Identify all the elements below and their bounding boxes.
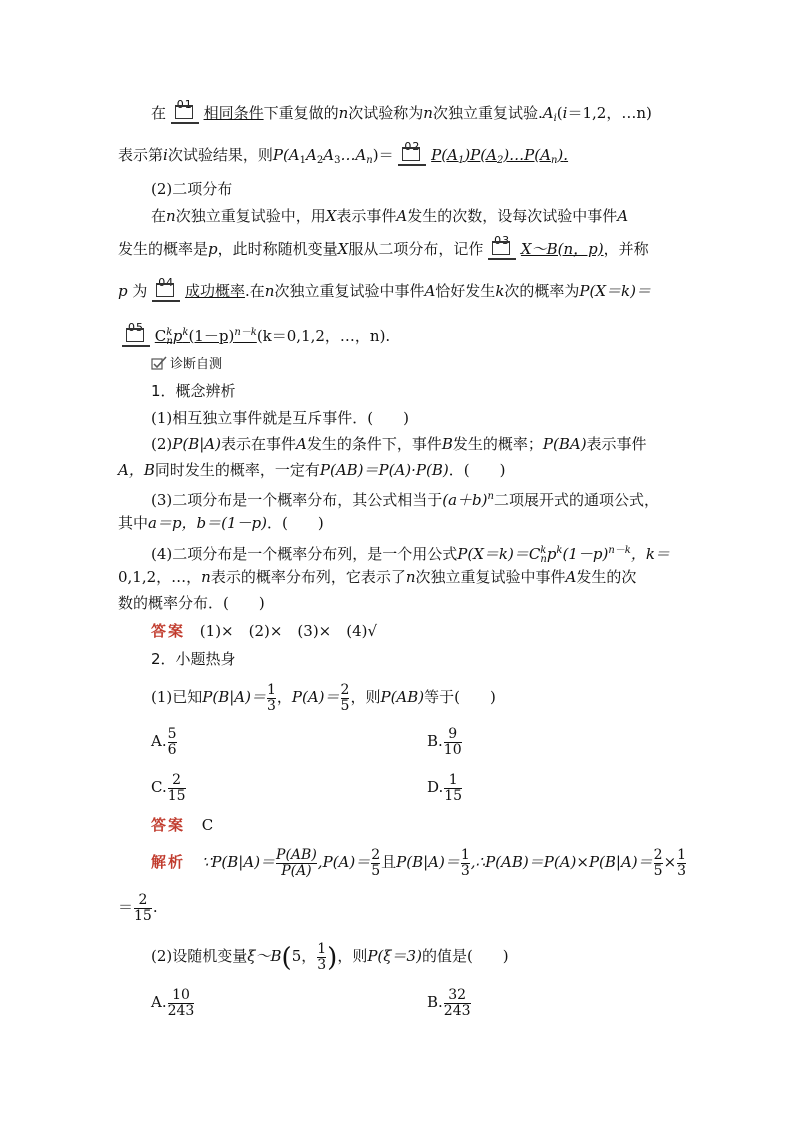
option-fraction	[444, 727, 462, 758]
option2-b[interactable]	[427, 985, 472, 1019]
answer-badge-05	[124, 321, 148, 344]
fraction-1-3	[461, 848, 470, 879]
badge-box-icon	[156, 283, 174, 297]
text: (2)设随机变量	[151, 947, 248, 965]
math: P(ξ＝3)	[367, 947, 422, 965]
text: ，此时称随机变量	[217, 240, 338, 258]
answer-text: (1)× (2)× (3)× (4)√	[199, 622, 378, 640]
text: 表示事件	[336, 207, 397, 225]
math: P(AB)＝P(A)·P(B)	[319, 461, 449, 479]
blank-answer-03: X～B(n，p)	[520, 240, 604, 258]
math-sup: k	[182, 327, 189, 338]
option-fraction	[444, 988, 471, 1019]
option-c[interactable]	[151, 770, 187, 804]
text: 次独立重复试验中事件	[415, 568, 566, 586]
text: 服从二项分布，记作	[348, 240, 484, 258]
numerator: 1	[460, 846, 470, 863]
text: (	[556, 104, 563, 122]
math-sub: n	[540, 554, 547, 565]
text: ．( )	[267, 514, 324, 532]
text: 恰好发生	[435, 282, 496, 300]
analysis-line2	[118, 890, 158, 924]
math: a＝p，b＝(1－p)	[148, 514, 268, 532]
math-var: p	[208, 240, 218, 258]
badge-box-icon	[492, 241, 510, 255]
denominator: 15	[167, 787, 186, 804]
option-b[interactable]	[427, 724, 463, 758]
badge-box-icon	[126, 328, 144, 342]
denominator: 3	[266, 697, 276, 714]
denominator: 3	[317, 956, 327, 973]
denominator: 15	[134, 907, 152, 924]
math: ，k＝	[630, 545, 670, 563]
math-sub: 3	[334, 155, 341, 166]
text: .	[152, 898, 158, 916]
text: 的值是( )	[421, 947, 509, 965]
right-paren-icon: )	[327, 943, 338, 973]
math-var: A	[424, 282, 436, 300]
badge-box-icon	[175, 105, 193, 119]
text: 下重复做的	[263, 104, 339, 122]
math: )＝	[372, 146, 394, 164]
fraction-2-15	[134, 893, 152, 924]
math: A	[323, 146, 335, 164]
numerator: 32	[448, 986, 467, 1003]
text: ，	[276, 688, 292, 706]
fraction-1-3	[677, 848, 686, 879]
blank-answer-01: 相同条件	[203, 104, 264, 122]
blank-answer-05	[155, 327, 257, 345]
text: .在	[244, 282, 265, 300]
answer-line-2	[151, 814, 213, 836]
answer-badge-03	[490, 234, 514, 257]
math-sub: i	[553, 113, 557, 124]
badge-number: 02	[404, 140, 421, 153]
q1-item4-line3: 数的概率分布．( )	[118, 594, 265, 612]
badge-underline	[152, 300, 180, 302]
text: (k＝0,1,2，…，n).	[256, 327, 391, 345]
math-var: n	[338, 104, 349, 122]
section2-line2	[118, 234, 649, 260]
math-var: A	[565, 568, 577, 586]
numerator: 1	[317, 940, 327, 957]
text: 在	[151, 207, 167, 225]
math: p	[172, 327, 183, 345]
math: (A	[282, 146, 300, 164]
section2-title: (2)二项分布	[151, 180, 233, 198]
math: )	[557, 146, 564, 164]
blank-answer-04: 成功概率	[184, 282, 245, 300]
text: ，并称	[603, 240, 649, 258]
badge-number: 05	[128, 321, 144, 334]
text: .	[563, 146, 569, 164]
text: ，则	[337, 947, 368, 965]
q2-item1	[151, 680, 496, 714]
diagnostic-title: 诊断自测	[170, 357, 223, 372]
text: 发生的次数，设每次试验中事件	[407, 207, 618, 225]
math: (A	[441, 146, 458, 164]
math-sup: n	[487, 491, 494, 502]
text: (3)二项分布是一个概率分布，其公式相当于	[151, 491, 443, 509]
fraction-1-3	[317, 942, 326, 973]
fraction-1-3	[267, 683, 276, 714]
math: P(B|A)	[172, 435, 221, 453]
answer-badge-01	[173, 98, 197, 121]
answer-label: 答案	[151, 816, 186, 834]
math: P	[431, 146, 442, 164]
fraction-pab-pa	[276, 848, 317, 879]
math-var: n	[166, 207, 176, 225]
text: 次独立重复试验.	[432, 104, 543, 122]
text: 次的概率为	[504, 282, 580, 300]
answer-line-1	[151, 620, 377, 642]
badge-number: 03	[494, 234, 511, 247]
denominator: P(A)	[276, 863, 317, 879]
diagnostic-header	[151, 354, 222, 376]
text: 表示在事件	[220, 435, 296, 453]
badge-underline	[171, 122, 199, 124]
math: P(B|A)＝	[396, 853, 460, 871]
math: ,∴P(AB)＝P(A)×P(B|A)＝	[470, 853, 653, 871]
option-fraction	[168, 988, 195, 1019]
math: 5，	[291, 947, 317, 965]
math-sub: n	[166, 336, 173, 347]
math-var: X	[337, 240, 349, 258]
text: ，则	[350, 688, 381, 706]
check-box-icon	[151, 356, 167, 370]
fraction-2-5	[654, 848, 663, 879]
numerator: 2	[340, 681, 350, 698]
text: 发生的次	[576, 568, 637, 586]
math: P(AB)	[380, 688, 425, 706]
answer-badge-02	[400, 140, 424, 163]
q1-item3-line1	[151, 486, 659, 511]
numerator: 2	[172, 771, 182, 788]
math: P(A)＝	[291, 688, 340, 706]
math-sup: k	[540, 545, 547, 556]
badge-underline	[488, 258, 516, 260]
section2-line1	[151, 205, 628, 227]
q1-item2-line1	[151, 433, 647, 455]
q1-item4-line2	[118, 566, 636, 588]
text: 次独立重复试验中，用	[175, 207, 326, 225]
q2-title: 2．小题热身	[151, 650, 236, 668]
math-var: A	[396, 207, 408, 225]
text: 其中	[118, 514, 149, 532]
math: ＝	[118, 898, 134, 916]
badge-underline	[398, 164, 426, 166]
math: P(X＝k)＝	[579, 282, 651, 300]
denominator: 10	[443, 741, 462, 758]
math-var: A	[542, 104, 554, 122]
denominator: 15	[444, 787, 463, 804]
math-var: i	[562, 104, 568, 122]
fraction-2-5	[341, 683, 350, 714]
option-letter: D.	[427, 778, 444, 796]
math: ξ～B	[247, 947, 282, 965]
math-var: B	[441, 435, 453, 453]
math-sub: 1	[299, 155, 306, 166]
math-var: n	[264, 282, 275, 300]
badge-number: 01	[176, 98, 193, 111]
answer-label: 答案	[151, 622, 186, 640]
text: 次独立重复试验中事件	[274, 282, 425, 300]
analysis-label: 解析	[151, 853, 186, 871]
math: A	[306, 146, 317, 164]
math: 0,1,2，…，	[118, 568, 202, 586]
math: ×	[663, 853, 677, 871]
math-var: k	[495, 282, 505, 300]
math: P(B|A)＝	[202, 688, 266, 706]
math-var: A	[295, 435, 307, 453]
para1-line1	[151, 98, 652, 130]
text: ＝1,2，…n)	[567, 104, 652, 122]
math: (1－p)	[562, 545, 609, 563]
math-var: n	[423, 104, 433, 122]
math: ∵P(B|A)＝	[201, 853, 276, 871]
math: ,P(A)＝	[317, 853, 371, 871]
q1-item3-line2	[118, 512, 324, 534]
text: 发生的条件下，事件	[306, 435, 442, 453]
option-letter: B.	[427, 732, 443, 750]
math-var: n	[405, 568, 416, 586]
denominator: 3	[677, 862, 687, 879]
answer-text: C	[201, 816, 214, 834]
fraction-2-5	[371, 848, 380, 879]
text: 次试验结果，则	[167, 146, 273, 164]
option-letter: C.	[151, 778, 167, 796]
text: 表示事件	[586, 435, 647, 453]
denominator: 5	[653, 862, 663, 879]
text: (4)二项分布是一个概率分布列，是一个用公式	[151, 545, 458, 563]
option-d[interactable]	[427, 770, 463, 804]
text: 次试验称为	[348, 104, 424, 122]
math-var: X	[325, 207, 337, 225]
math-sub: 2	[316, 155, 324, 166]
math-sub: 2	[496, 155, 504, 166]
para1-line2	[118, 140, 569, 172]
math-sub: 1	[457, 155, 465, 166]
left-paren-icon: (	[281, 943, 292, 973]
math-sub: n	[366, 155, 373, 166]
text: ．( )	[448, 461, 506, 479]
option-fraction	[168, 727, 177, 758]
badge-number: 04	[158, 276, 175, 289]
option-letter: B.	[427, 993, 443, 1011]
text: 发生的概率；	[452, 435, 543, 453]
math-var: p	[118, 282, 128, 300]
q1-item1: (1)相互独立事件就是互斥事件．( )	[151, 409, 409, 427]
math-sup: k	[166, 327, 173, 338]
section2-line4	[122, 322, 390, 353]
q1-title: 1．概念辨析	[151, 382, 236, 400]
math-sup: n－k	[608, 545, 631, 556]
math: (a＋b)	[442, 491, 488, 509]
math: A，B	[118, 461, 155, 479]
q1-item2-line2	[118, 459, 505, 481]
math: P(X＝k)＝C	[457, 545, 541, 563]
denominator: 243	[443, 1002, 471, 1019]
text: 表示第	[118, 146, 164, 164]
text: (1)已知	[151, 688, 203, 706]
analysis-line1	[151, 842, 687, 882]
math: (1－p)	[188, 327, 235, 345]
numerator: 2	[653, 846, 663, 863]
option2-a[interactable]	[151, 985, 195, 1019]
math: p	[546, 545, 557, 563]
numerator: P(AB)	[276, 846, 317, 863]
denominator: 6	[167, 741, 177, 758]
option-a[interactable]	[151, 724, 178, 758]
text: 等于( )	[424, 688, 496, 706]
blank-answer-02	[431, 146, 568, 164]
numerator: 1	[677, 846, 687, 863]
math: P(BA)	[542, 435, 587, 453]
math: C	[154, 327, 167, 345]
numerator: 9	[448, 725, 458, 742]
numerator: 2	[138, 891, 148, 908]
math-sub: n	[550, 155, 558, 166]
option-letter: A.	[151, 732, 167, 750]
option-fraction	[444, 773, 462, 804]
numerator: 5	[167, 725, 177, 742]
math-var: i	[163, 146, 168, 164]
text: 在	[151, 104, 167, 122]
math: …A	[340, 146, 367, 164]
math-sup: k	[556, 545, 563, 556]
q2-item2	[151, 936, 509, 976]
math-sup: n－k	[234, 327, 257, 338]
text: 且	[381, 853, 397, 871]
section2-line3	[118, 276, 651, 302]
numerator: 2	[371, 846, 381, 863]
answer-badge-04	[154, 276, 178, 299]
math: )…P(A	[503, 146, 551, 164]
numerator: 1	[266, 681, 276, 698]
denominator: 5	[371, 862, 381, 879]
text: 表示的概率分布列，它表示了	[210, 568, 406, 586]
math: )P(A	[464, 146, 497, 164]
text: (2)	[151, 435, 173, 453]
option-letter: A.	[151, 993, 167, 1011]
numerator: 10	[172, 986, 190, 1003]
denominator: 3	[460, 862, 470, 879]
text: 发生的概率是	[118, 240, 209, 258]
denominator: 5	[340, 697, 350, 714]
denominator: 243	[167, 1002, 195, 1019]
badge-box-icon	[402, 147, 420, 161]
math-var: A	[617, 207, 629, 225]
math-var: n	[201, 568, 211, 586]
badge-underline	[122, 345, 150, 347]
numerator: 1	[448, 771, 458, 788]
option-fraction	[168, 773, 186, 804]
text: 同时发生的概率，一定有	[154, 461, 320, 479]
math-var: P	[272, 146, 283, 164]
text: 二项展开式的通项公式，	[493, 491, 659, 509]
text: 为	[132, 282, 148, 300]
